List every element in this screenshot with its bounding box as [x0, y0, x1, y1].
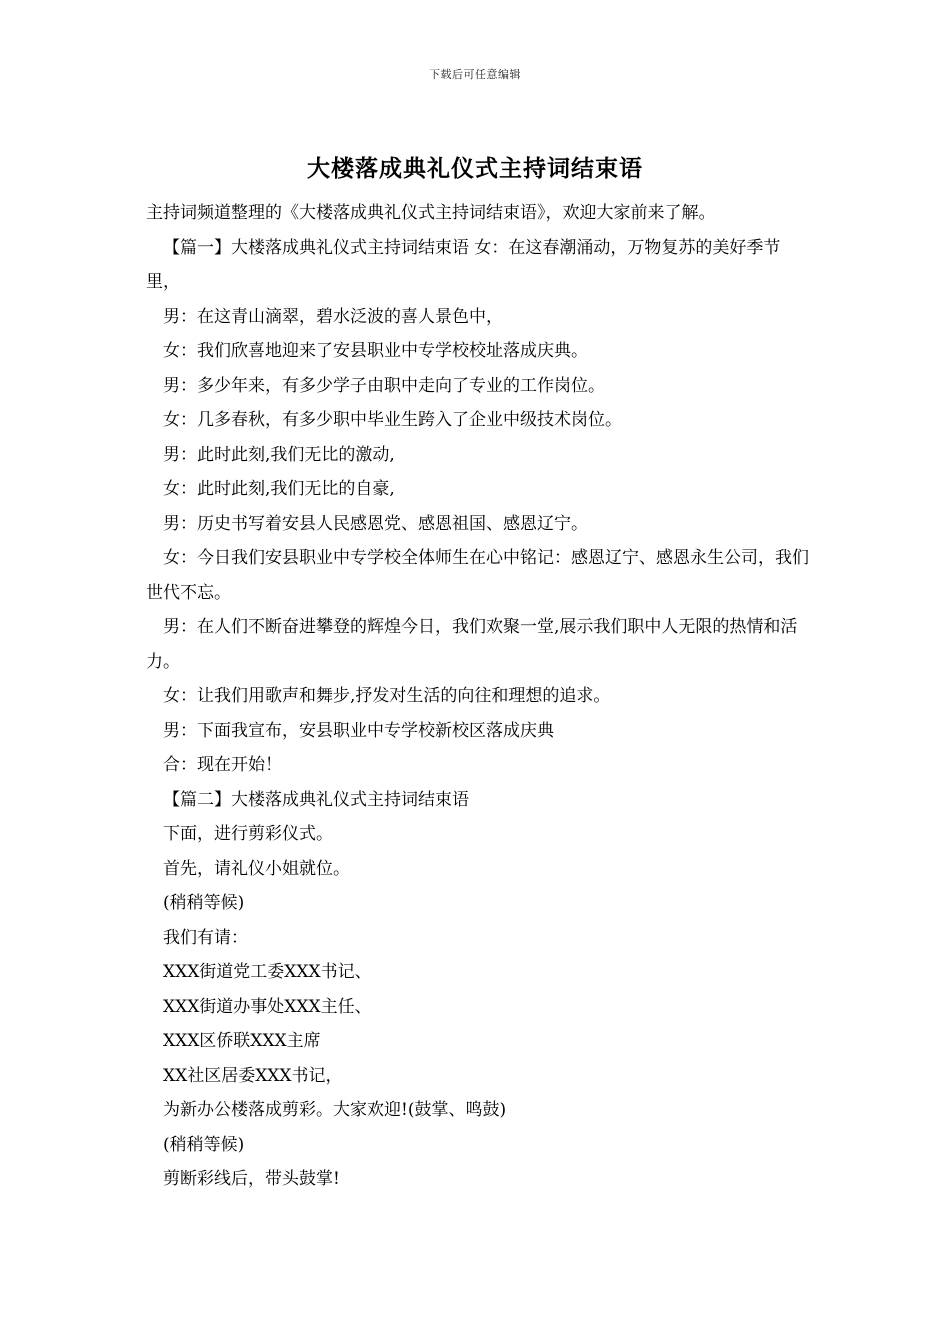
document-title: 大楼落成典礼仪式主持词结束语 [307, 155, 643, 182]
paragraph: 首先，请礼仪小姐就位。 [163, 858, 350, 879]
paragraph: 女：今日我们安县职业中专学校全体师生在心中铭记：感恩辽宁、感恩永生公司，我们世代不忘。 [146, 548, 809, 603]
paragraph: 下面，进行剪彩仪式。 [163, 824, 333, 844]
paragraph: 女：几多春秋，有多少职中毕业生跨入了企业中级技术岗位。 [163, 410, 622, 430]
paragraph: 女：让我们用歌声和舞步,抒发对生活的向往和理想的追求。 [163, 686, 611, 706]
paragraph: 男：此时此刻,我们无比的激动, [163, 444, 395, 465]
paragraph: 主持词频道整理的《大楼落成典礼仪式主持词结束语》，欢迎大家前来了解。 [146, 203, 716, 223]
paragraph: 【篇一】大楼落成典礼仪式主持词结束语 女：在这春潮涌动，万物复苏的美好季节里， [146, 237, 781, 292]
paragraph: (稍稍等候) [163, 893, 245, 913]
paragraph: 女：我们欣喜地迎来了安县职业中专学校校址落成庆典。 [163, 341, 588, 361]
paragraph: XXX区侨联XXX主席 [163, 1031, 321, 1051]
paragraph: 男：历史书写着安县人民感恩党、感恩祖国、感恩辽宁。 [163, 513, 588, 534]
paragraph: 合：现在开始！ [163, 755, 282, 775]
paragraph: 为新办公楼落成剪彩。大家欢迎!(鼓掌、鸣鼓) [163, 1100, 507, 1120]
document-body [146, 196, 810, 1197]
paragraph: 男：在人们不断奋进攀登的辉煌今日，我们欢聚一堂,展示我们职中人无限的热情和活力。 [146, 617, 798, 672]
paragraph: 我们有请： [163, 927, 248, 948]
header-note: 下载后可任意编辑 [429, 68, 521, 81]
paragraph: 剪断彩线后，带头鼓掌! [163, 1169, 340, 1189]
paragraph: XXX街道办事处XXX主任、 [163, 996, 372, 1017]
paragraph: 女：此时此刻,我们无比的自豪, [163, 479, 395, 499]
paragraph: 男：下面我宣布，安县职业中专学校新校区落成庆典 [163, 720, 554, 741]
paragraph: (稍稍等候) [163, 1134, 245, 1155]
section-heading: 【篇二】大楼落成典礼仪式主持词结束语 [163, 789, 469, 810]
paragraph: 男：多少年来，有多少学子由职中走向了专业的工作岗位。 [163, 375, 605, 396]
paragraph: XXX街道党工委XXX书记、 [163, 962, 372, 982]
paragraph: 男：在这青山滴翠，碧水泛波的喜人景色中， [163, 306, 503, 327]
paragraph: XX社区居委XXX书记， [163, 1065, 343, 1086]
